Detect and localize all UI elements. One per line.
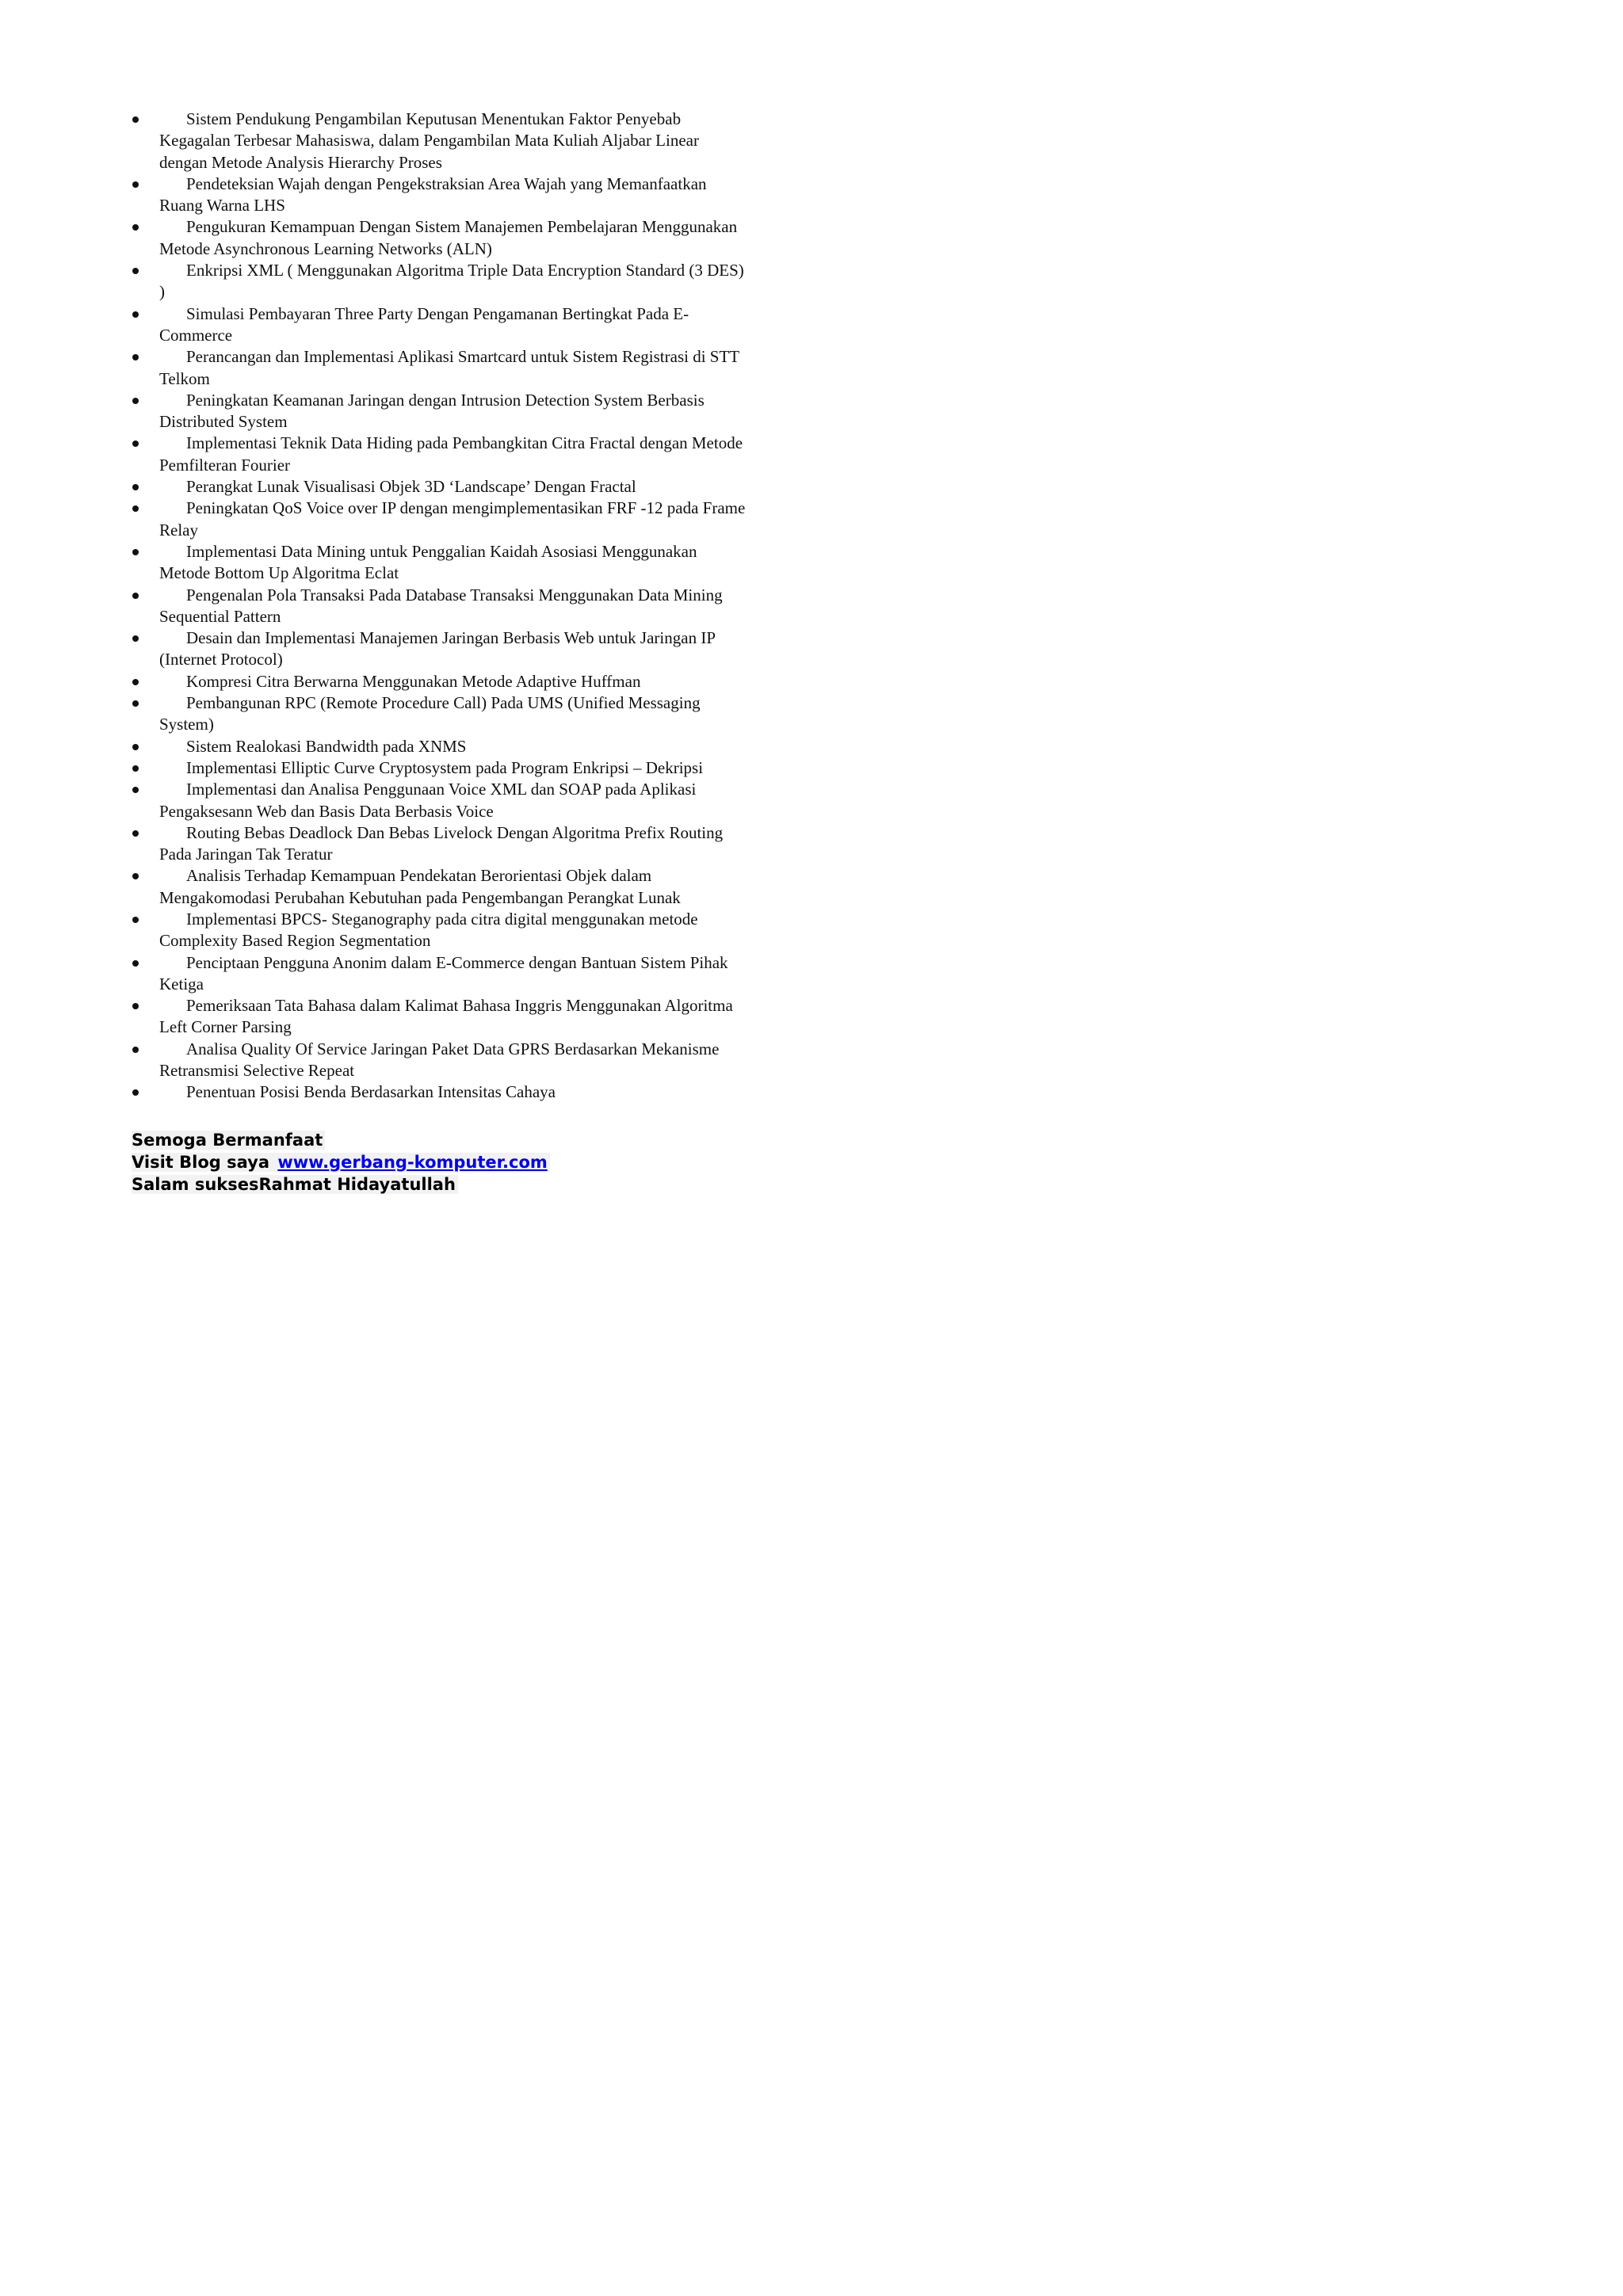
list-item-text: Kompresi Citra Berwarna Menggunakan Metode Adaptive Huffman [186,671,641,691]
list-item-text: Enkripsi XML ( Menggunakan Algoritma Triple Data Encryption Standard (3 DES) ) [159,261,744,302]
blog-link[interactable]: www.gerbang-komputer.com [277,1153,549,1172]
bullet-icon [132,1003,139,1009]
bullet-icon [132,700,139,707]
list-item-text: Analisis Terhadap Kemampuan Pendekatan Berorientasi Objek dalam Mengakomodasi Perubahan Kebutuhan pada Pengembangan Perangkat Lunak [159,866,681,907]
list-item [132,216,750,260]
list-item-text: Desain dan Implementasi Manajemen Jaringan Berbasis Web untuk Jaringan IP (Internet Protocol) [159,628,716,669]
list-item-text: Pengenalan Pola Transaksi Pada Database Transaksi Menggunakan Data Mining Sequential Pattern [159,585,723,626]
bullet-icon [132,354,139,360]
list-item [132,109,750,174]
list-item-text: Implementasi BPCS- Steganography pada citra digital menggunakan metode Complexity Based Region Segmentation [159,909,698,951]
bullet-icon [132,873,139,879]
bullet-icon [132,505,139,512]
list-item [132,952,750,996]
list-item [132,1081,750,1103]
list-item [132,736,750,757]
list-item-text: Analisa Quality Of Service Jaringan Paket Data GPRS Berdasarkan Mekanisme Retransmisi Selective Repeat [159,1039,720,1081]
visit-blog-text: Visit Blog saya [132,1153,277,1172]
list-item-text: Peningkatan Keamanan Jaringan dengan Intrusion Detection System Berbasis Distributed System [159,390,705,432]
list-item [132,995,750,1039]
list-item-text: Peningkatan QoS Voice over IP dengan mengimplementasikan FRF -12 pada Frame Relay [159,498,746,540]
list-item [132,671,750,692]
list-item-text: Sistem Pendukung Pengambilan Keputusan Menentukan Faktor Penyebab Kegagalan Terbesar Mahasiswa, dalam Pengambilan Mata Kuliah Aljabar Linear dengan Metode Analysis Hierarchy Proses [159,109,699,172]
list-item [132,822,750,866]
list-item-text: Perangkat Lunak Visualisasi Objek 3D ‘Landscape’ Dengan Fractal [186,477,636,497]
list-item [132,779,750,822]
bullet-icon [132,398,139,404]
bullet-icon [132,787,139,793]
bullet-icon [132,181,139,188]
bullet-icon [132,311,139,318]
list-item [132,476,750,498]
bullet-icon [132,917,139,923]
list-item-text: Implementasi Teknik Data Hiding pada Pembangkitan Citra Fractal dengan Metode Pemfilteran Fourier [159,433,743,475]
list-item-text: Perancangan dan Implementasi Aplikasi Smartcard untuk Sistem Registrasi di STT Telkom [159,347,739,388]
list-item [132,390,750,433]
list-item [132,541,750,585]
bullet-icon [132,268,139,274]
list-item [132,692,750,736]
list-item [132,865,750,909]
footer-line-1 [132,1129,550,1151]
bullet-icon [132,679,139,685]
bullet-icon [132,484,139,490]
list-item-text: Simulasi Pembayaran Three Party Dengan Pengamanan Bertingkat Pada E-Commerce [159,303,689,345]
topic-list [132,109,750,1104]
bullet-icon [132,224,139,231]
bullet-icon [132,960,139,967]
list-item [132,260,750,303]
list-item-text: Implementasi Data Mining untuk Penggalian Kaidah Asosiasi Menggunakan Metode Bottom Up Algoritma Eclat [159,541,697,583]
list-item [132,174,750,217]
bullet-icon [132,635,139,642]
bullet-icon [132,116,139,123]
list-item [132,585,750,628]
list-item [132,1039,750,1082]
list-item-text: Sistem Realokasi Bandwidth pada XNMS [186,736,467,756]
list-item-text: Penentuan Posisi Benda Berdasarkan Intensitas Cahaya [186,1082,556,1102]
list-item-text: Pengukuran Kemampuan Dengan Sistem Manajemen Pembelajaran Menggunakan Metode Asynchronous Learning Networks (ALN) [159,217,738,258]
bullet-icon [132,830,139,837]
bullet-icon [132,1047,139,1053]
list-item [132,909,750,952]
list-item-text: Implementasi dan Analisa Penggunaan Voice XML dan SOAP pada Aplikasi Pengaksesann Web dan Basis Data Berbasis Voice [159,780,697,821]
greeting-signature-text: Salam suksesRahmat Hidayatullah [132,1175,458,1194]
list-item [132,303,750,347]
list-item [132,757,750,779]
footer-line-3 [132,1173,550,1196]
closing-text: Semoga Bermanfaat [132,1131,325,1150]
footer-line-2 [132,1151,550,1173]
list-item [132,498,750,541]
list-item-text: Routing Bebas Deadlock Dan Bebas Livelock Dengan Algoritma Prefix Routing Pada Jaringan Tak Teratur [159,822,724,864]
footer [132,1129,550,1196]
list-item [132,627,750,671]
bullet-icon [132,1089,139,1096]
bullet-icon [132,549,139,555]
list-item-text: Pembangunan RPC (Remote Procedure Call) Pada UMS (Unified Messaging System) [159,693,701,734]
document-page [0,0,874,1237]
list-item-text: Pendeteksian Wajah dengan Pengekstraksian Area Wajah yang Memanfaatkan Ruang Warna LHS [159,174,707,215]
bullet-icon [132,593,139,599]
bullet-icon [132,765,139,772]
list-item [132,346,750,390]
list-item [132,433,750,476]
list-item-text: Pemeriksaan Tata Bahasa dalam Kalimat Bahasa Inggris Menggunakan Algoritma Left Corner Parsing [159,996,733,1037]
list-item-text: Penciptaan Pengguna Anonim dalam E-Commerce dengan Bantuan Sistem Pihak Ketiga [159,952,728,994]
list-item-text: Implementasi Elliptic Curve Cryptosystem pada Program Enkripsi – Dekripsi [186,757,704,777]
bullet-icon [132,744,139,750]
bullet-icon [132,441,139,447]
